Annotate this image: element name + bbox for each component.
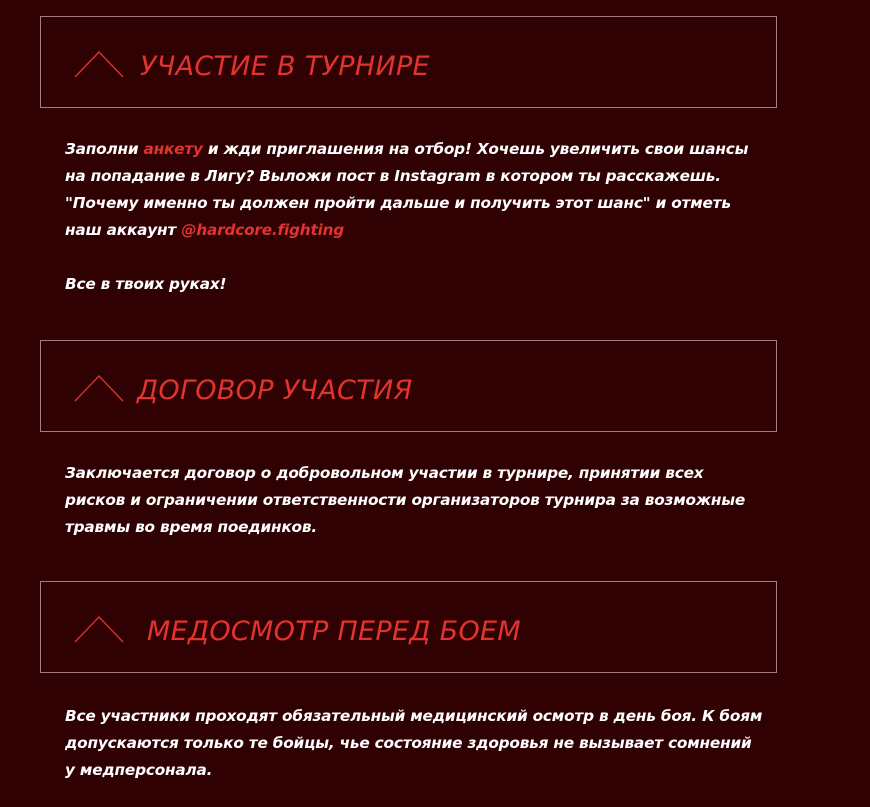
accordion-header-tournament-participation[interactable]	[40, 16, 777, 108]
chevron-up-icon	[74, 615, 124, 643]
chevron-up-icon	[74, 50, 124, 78]
medical-check-text: Все участники проходят обязательный медицинский осмотр в день боя. К боям допускаются только те бойцы, чье состояние здоровья не вызывает сомнений у медперсонала.	[65, 707, 763, 779]
participation-closing-text: Все в твоих руках!	[65, 275, 227, 293]
accordion-header-medical-check[interactable]	[40, 581, 777, 673]
accordion-title: УЧАСТИЕ В ТУРНИРЕ	[140, 51, 430, 82]
questionnaire-link[interactable]: анкету	[143, 140, 203, 158]
participation-text: Заполни анкету и жди приглашения на отбор! Хочешь увеличить свои шансы на попадание в Лигу? Выложи пост в Instagram в котором ты расскажешь. "Почему именно ты должен пройти дальше и получить этот шанс" и отметь наш аккаунт @hardcore.fighting	[65, 140, 749, 239]
accordion-content-participation-contract	[65, 460, 765, 541]
chevron-up-icon	[74, 374, 124, 402]
accordion-title: МЕДОСМОТР ПЕРЕД БОЕМ	[147, 616, 521, 647]
accordion-title: ДОГОВОР УЧАСТИЯ	[137, 375, 413, 406]
accordion-content-tournament-participation	[65, 136, 765, 298]
contract-text: Заключается договор о добровольном участии в турнире, принятии всех рисков и ограничении ответственности организаторов турнира за возможные травмы во время поединков.	[65, 464, 746, 536]
accordion-header-participation-contract[interactable]	[40, 340, 777, 432]
instagram-handle-link[interactable]: @hardcore.fighting	[181, 221, 345, 239]
accordion-content-medical-check	[65, 703, 765, 784]
